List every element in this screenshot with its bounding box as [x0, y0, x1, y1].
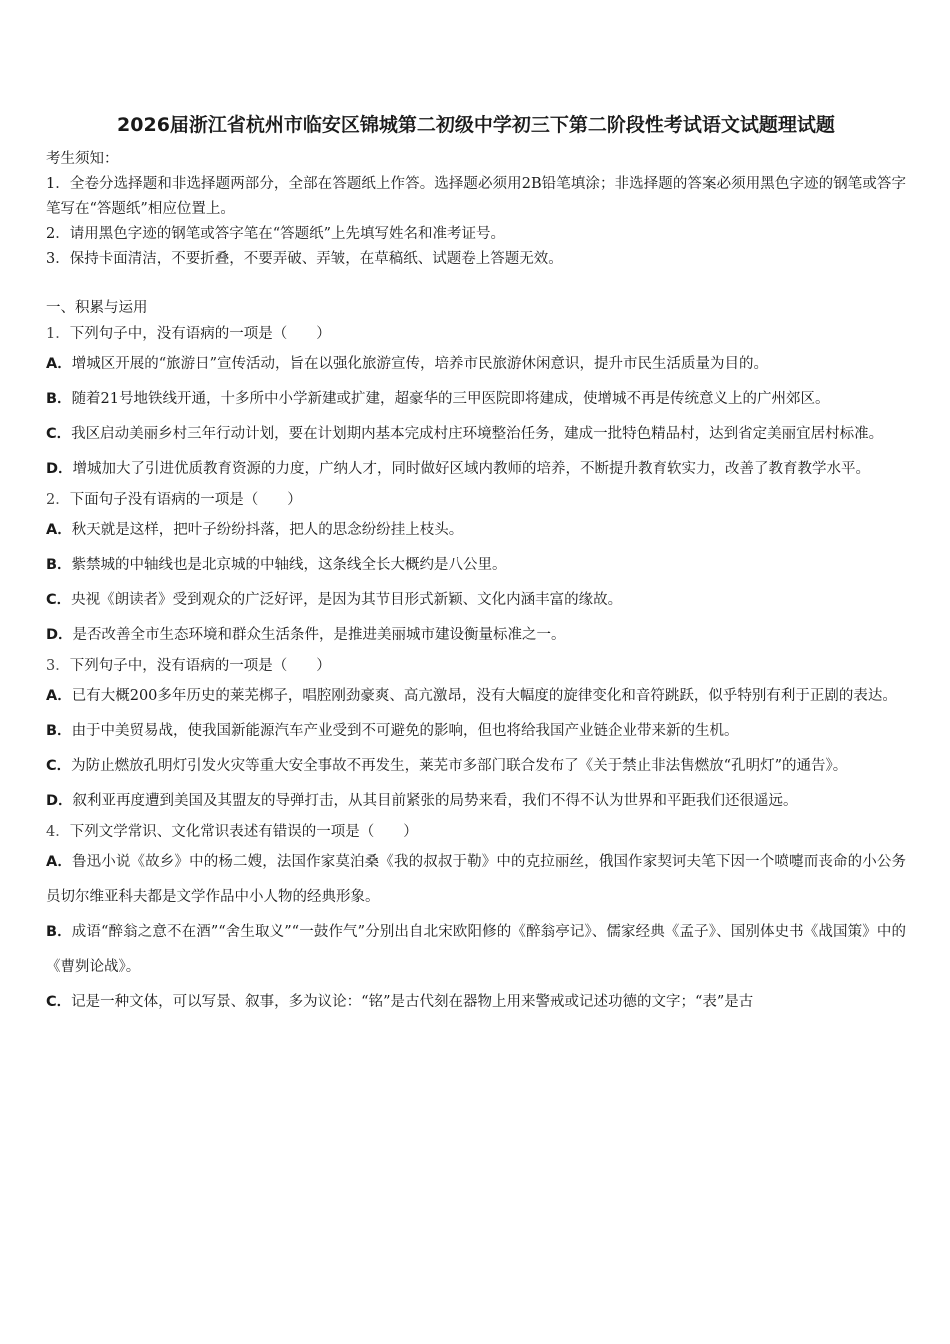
- option-b: [46, 382, 906, 417]
- question-stem: [46, 820, 906, 845]
- question-2: [46, 488, 906, 653]
- option-text: 记是一种文体，可以写景、叙事，多为议论：“铭”是古代刻在器物上用来警戒或记述功德的文字；“表”是古: [71, 994, 754, 1010]
- option-text: 增城加大了引进优质教育资源的力度，广纳人才，同时做好区域内教师的培养，不断提升教育软实力，改善了教育教学水平。: [72, 461, 871, 477]
- question-stem: [46, 654, 906, 679]
- option-c: [46, 985, 906, 1020]
- option-label: A．: [46, 522, 72, 538]
- option-label: D．: [46, 627, 73, 643]
- question-number: 3．: [46, 658, 70, 674]
- option-label: C．: [46, 426, 72, 442]
- notice-block: [46, 147, 906, 272]
- exam-title: 2026届浙江省杭州市临安区锦城第二初级中学初三下第二阶段性考试语文试题理试题: [117, 114, 835, 136]
- question-3: [46, 654, 906, 819]
- question-stem: [46, 488, 906, 513]
- option-d: [46, 452, 906, 487]
- option-b: [46, 915, 906, 985]
- option-a: [46, 347, 906, 382]
- question-number: 4．: [46, 824, 70, 840]
- option-label: A．: [46, 356, 72, 372]
- option-label: C．: [46, 994, 72, 1010]
- option-d: [46, 784, 906, 819]
- option-label: C．: [46, 758, 72, 774]
- option-label: A．: [46, 688, 72, 704]
- option-a: [46, 513, 906, 548]
- question-number: 2．: [46, 492, 70, 508]
- option-label: C．: [46, 592, 72, 608]
- question-number: 1．: [46, 326, 70, 342]
- option-label: D．: [46, 461, 73, 477]
- notice-item: 3．保持卡面清洁，不要折叠，不要弄破、弄皱，在草稿纸、试题卷上答题无效。: [46, 251, 563, 267]
- question-text: 下列句子中，没有语病的一项是（ ）: [69, 658, 331, 674]
- notice-item: 2．请用黑色字迹的钢笔或答字笔在“答题纸”上先填写姓名和准考证号。: [46, 226, 506, 242]
- question-text: 下面句子没有语病的一项是（ ）: [69, 492, 302, 508]
- option-label: B．: [46, 557, 72, 573]
- section-title: 一、积累与运用: [46, 300, 148, 316]
- option-text: 叙利亚再度遭到美国及其盟友的导弹打击，从其目前紧张的局势来看，我们不得不认为世界和平距我们还很遥远。: [72, 793, 798, 809]
- option-label: A．: [46, 854, 72, 870]
- option-text: 我区启动美丽乡村三年行动计划，要在计划期内基本完成村庄环境整治任务，建成一批特色精品村，达到省定美丽宜居村标准。: [71, 426, 884, 442]
- option-text: 成语“醉翁之意不在酒”“舍生取义”“一鼓作气”分别出自北宋欧阳修的《醉翁亭记》、儒家经典《孟子》、国别体史书《战国策》中的《曹刿论战》。: [46, 924, 906, 975]
- option-text: 增城区开展的“旅游日”宣传活动，旨在以强化旅游宣传，培养市民旅游休闲意识，提升市民生活质量为目的。: [71, 356, 769, 372]
- option-a: [46, 845, 906, 915]
- option-c: [46, 583, 906, 618]
- question-4: [46, 820, 906, 1020]
- option-a: [46, 679, 906, 714]
- option-text: 鲁迅小说《故乡》中的杨二嫂，法国作家莫泊桑《我的叔叔于勒》中的克拉丽丝，俄国作家契诃夫笔下因一个喷嚏而丧命的小公务员切尔维亚科夫都是文学作品中小人物的经典形象。: [46, 854, 906, 905]
- option-c: [46, 417, 906, 452]
- option-b: [46, 714, 906, 749]
- option-text: 是否改善全市生态环境和群众生活条件，是推进美丽城市建设衡量标准之一。: [72, 627, 566, 643]
- option-label: B．: [46, 723, 72, 739]
- option-text: 为防止燃放孔明灯引发火灾等重大安全事故不再发生，莱芜市多部门联合发布了《关于禁止非法售燃放“孔明灯”的通告》。: [71, 758, 848, 774]
- option-b: [46, 548, 906, 583]
- notice-item: 1．全卷分选择题和非选择题两部分，全部在答题纸上作答。选择题必须用2B铅笔填涂；非选择题的答案必须用黑色字迹的钢笔或答字笔写在“答题纸”相应位置上。: [46, 176, 906, 217]
- option-label: B．: [46, 391, 72, 407]
- question-text: 下列句子中，没有语病的一项是（ ）: [69, 326, 331, 342]
- option-label: B．: [46, 924, 72, 940]
- exam-page: [46, 110, 906, 1020]
- option-text: 随着21号地铁线开通，十多所中小学新建或扩建，超豪华的三甲医院即将建成，使增城不再是传统意义上的广州郊区。: [71, 391, 830, 407]
- question-1: [46, 322, 906, 487]
- option-text: 已有大概200多年历史的莱芜梆子，唱腔刚劲豪爽、高亢激昂，没有大幅度的旋律变化和音符跳跃，似乎特别有利于正剧的表达。: [71, 688, 897, 704]
- option-c: [46, 749, 906, 784]
- notice-heading: 考生须知：: [46, 151, 119, 167]
- option-text: 秋天就是这样，把叶子纷纷抖落，把人的思念纷纷挂上枝头。: [71, 522, 464, 538]
- question-stem: [46, 322, 906, 347]
- option-label: D．: [46, 793, 73, 809]
- option-d: [46, 618, 906, 653]
- option-text: 紫禁城的中轴线也是北京城的中轴线，这条线全长大概约是八公里。: [71, 557, 507, 573]
- option-text: 由于中美贸易战，使我国新能源汽车产业受到不可避免的影响，但也将给我国产业链企业带来新的生机。: [71, 723, 739, 739]
- question-text: 下列文学常识、文化常识表述有错误的一项是（ ）: [69, 824, 418, 840]
- option-text: 央视《朗读者》受到观众的广泛好评，是因为其节目形式新颖、文化内涵丰富的缘故。: [71, 592, 623, 608]
